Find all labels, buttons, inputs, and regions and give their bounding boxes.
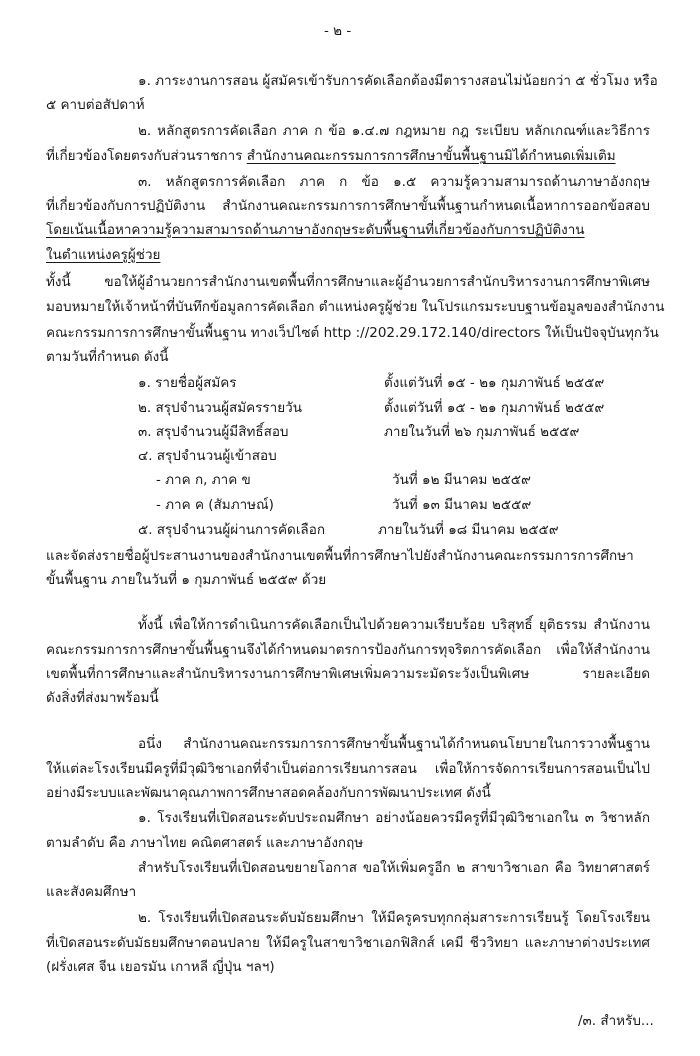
paragraph-workload-line: ๑. ภาระงานการสอน ผู้สมัครเข้ารับการคัดเลือกต้องมีตารางสอนไม่น้อยกว่า ๕ ชั่วโมง หรือ xyxy=(138,73,658,89)
schedule-date: วันที่ ๑๓ มีนาคม ๒๕๕๙ xyxy=(392,497,532,513)
paragraph-data-entry-line: คณะกรรมการการศึกษาขั้นพื้นฐาน ทางเว็ปไซต์ http ://202.29.172.140/directors ให้เป็นปัจจุบันทุกวัน xyxy=(46,325,659,341)
coordinator-paragraph-line: และจัดส่งรายชื่อผู้ประสานงานของสำนักงานเขตพื้นที่การศึกษาไปยังสำนักงานคณะกรรมการการศึกษา xyxy=(46,548,634,564)
coordinator-paragraph-line: ขั้นพื้นฐาน ภายในวันที่ ๑ กุมภาพันธ์ ๒๕๕๙ ด้วย xyxy=(46,572,327,588)
paragraph-data-entry-line: มอบหมายให้เจ้าหน้าที่บันทึกข้อมูลการคัดเลือก ตำแหน่งครูผู้ช่วย ในโปรแกรมระบบฐานข้อมูลของสำนักงาน xyxy=(46,299,665,315)
continuation-note: /๓. สำหรับ... xyxy=(578,1013,654,1029)
schedule-date: ภายในวันที่ ๒๖ กุมภาพันธ์ ๒๕๕๙ xyxy=(384,424,580,440)
school-item-primary-line: สำหรับโรงเรียนที่เปิดสอนขยายโอกาส ขอให้เพิ่มครูอีก ๒ สาขาวิชาเอก คือ วิทยาศาสตร์ xyxy=(138,860,650,876)
policy-paragraph-line: ให้แต่ละโรงเรียนมีครูที่มีวุฒิวิชาเอกที่จำเป็นต่อการเรียนการสอน เพื่อให้การจัดการเรียนการสอนเป็นไป xyxy=(46,761,650,777)
schedule-date: ภายในวันที่ ๑๘ มีนาคม ๒๕๕๙ xyxy=(378,522,559,538)
school-item-secondary-line: ๒. โรงเรียนที่เปิดสอนระดับมัธยมศึกษา ให้มีครูครบทุกกลุ่มสาระการเรียนรู้ โดยโรงเรียน xyxy=(138,910,650,926)
page-number: - ๒ - xyxy=(324,23,352,39)
underlined-emphasis-line: โดยเน้นเนื้อหาความรู้ความสามารถด้านภาษาอังกฤษระดับพื้นฐานที่เกี่ยวข้องกับการปฏิบัติงาน xyxy=(46,222,585,238)
schedule-date: วันที่ ๑๒ มีนาคม ๒๕๕๙ xyxy=(392,472,531,488)
schedule-item: - ภาค ค (สัมภาษณ์) xyxy=(156,497,274,513)
plain-text: ที่เกี่ยวข้องโดยตรงกับส่วนราชการ xyxy=(46,148,247,164)
schedule-item: ๓. สรุปจำนวนผู้มีสิทธิ์สอบ xyxy=(138,424,289,440)
schedule-item: ๒. สรุปจำนวนผู้สมัครรายวัน xyxy=(138,400,302,416)
school-item-secondary-line: (ฝรั่งเศส จีน เยอรมัน เกาหลี ญี่ปุ่น ฯลฯ) xyxy=(46,959,275,975)
paragraph-curriculum-english-line: ๓. หลักสูตรการคัดเลือก ภาค ก ข้อ ๑.๕ ความรู้ความสามารถด้านภาษาอังกฤษ xyxy=(138,174,650,190)
paragraph-curriculum-a-line xyxy=(46,146,616,166)
paragraph-workload-line: ๕ คาบต่อสัปดาห์ xyxy=(46,97,145,113)
schedule-date: ตั้งแต่วันที่ ๑๕ - ๒๑ กุมภาพันธ์ ๒๕๕๙ xyxy=(384,375,605,391)
schedule-item: ๑. รายชื่อผู้สมัคร xyxy=(138,375,237,391)
paragraph-curriculum-english-line: ที่เกี่ยวข้องกับการปฏิบัติงาน สำนักงานคณะกรรมการการศึกษาขั้นพื้นฐานกำหนดเนื้อหาการออกข้อสอบ xyxy=(46,198,650,214)
schedule-item: - ภาค ก, ภาค ข xyxy=(156,472,251,488)
policy-paragraph-line: อย่างมีระบบและพัฒนาคุณภาพการศึกษาสอดคล้องกับการพัฒนาประเทศ ดังนี้ xyxy=(46,785,491,801)
schedule-item: ๔. สรุปจำนวนผู้เข้าสอบ xyxy=(138,448,277,464)
paragraph-curriculum-a-line: ๒. หลักสูตรการคัดเลือก ภาค ก ข้อ ๑.๔.๗ กฎหมาย กฎ ระเบียบ หลักเกณฑ์และวิธีการ xyxy=(138,123,650,139)
paragraph-data-entry-line: ตามวันที่กำหนด ดังนี้ xyxy=(46,349,169,365)
school-item-primary-line: และสังคมศึกษา xyxy=(46,884,137,900)
anti-fraud-paragraph-line: ทั้งนี้ เพื่อให้การดำเนินการคัดเลือกเป็นไปด้วยความเรียบร้อย บริสุทธิ์ ยุติธรรม สำนักงาน xyxy=(138,617,650,633)
school-item-primary-line: ๑. โรงเรียนที่เปิดสอนระดับประถมศึกษา อย่างน้อยควรมีครูที่มีวุฒิวิชาเอกใน ๓ วิชาหลัก xyxy=(138,810,650,826)
schedule-item: ๕. สรุปจำนวนผู้ผ่านการคัดเลือก xyxy=(138,522,325,538)
schedule-date: ตั้งแต่วันที่ ๑๕ - ๒๑ กุมภาพันธ์ ๒๕๕๙ xyxy=(384,400,605,416)
anti-fraud-paragraph-line: เขตพื้นที่การศึกษาและสำนักบริหารงานการศึกษาพิเศษเพิ่มความระมัดระวังเป็นพิเศษ รายละเอียด xyxy=(46,666,650,682)
school-item-primary-line: ตามลำดับ คือ ภาษาไทย คณิตศาสตร์ และภาษาอังกฤษ xyxy=(46,835,364,851)
school-item-secondary-line: ที่เปิดสอนระดับมัธยมศึกษาตอนปลาย ให้มีครูในสาขาวิชาเอกฟิสิกส์ เคมี ชีววิทยา และภาษาต่างประเทศ xyxy=(46,935,650,951)
anti-fraud-paragraph-line: ดังสิ่งที่ส่งมาพร้อมนี้ xyxy=(46,690,159,706)
policy-paragraph-line: อนึ่ง สำนักงานคณะกรรมการการศึกษาขั้นพื้นฐานได้กำหนดนโยบายในการวางพื้นฐาน xyxy=(138,736,650,752)
underlined-text: สำนักงานคณะกรรมการการศึกษาขั้นพื้นฐานมิได้กำหนดเพิ่มเติม xyxy=(246,148,616,164)
underlined-emphasis-line: ในตำแหน่งครูผู้ช่วย xyxy=(46,247,161,263)
paragraph-data-entry-line: ทั้งนี้ ขอให้ผู้อำนวยการสำนักงานเขตพื้นที่การศึกษาและผู้อำนวยการสำนักบริหารงานการศึกษาพิเศษ xyxy=(46,274,650,290)
anti-fraud-paragraph-line: คณะกรรมการการศึกษาขั้นพื้นฐานจึงได้กำหนดมาตรการป้องกันการทุจริตการคัดเลือก เพื่อให้สำนักงาน xyxy=(46,642,650,658)
